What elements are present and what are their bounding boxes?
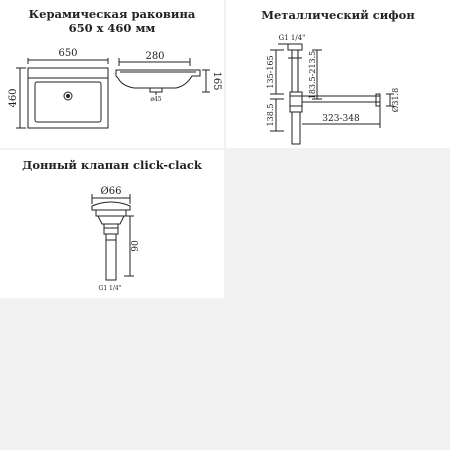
sink-dim-height: 165 bbox=[211, 71, 222, 91]
siphon-lower-pipe bbox=[292, 112, 300, 144]
siphon-dim-mid: 183.5-213.5 bbox=[308, 50, 317, 100]
sink-title-line2: 650 х 460 мм bbox=[68, 21, 156, 35]
valve-drawing bbox=[0, 150, 224, 298]
siphon-dim-length: 323-348 bbox=[322, 114, 360, 124]
sink-card bbox=[0, 0, 224, 148]
valve-body-cone bbox=[98, 216, 124, 224]
siphon-card bbox=[226, 0, 450, 148]
valve-dim-height: 90 bbox=[131, 240, 141, 252]
valve-dim-diameter: Ø66 bbox=[100, 186, 122, 197]
valve-cap bbox=[92, 202, 130, 210]
valve-body-top bbox=[96, 210, 126, 216]
valve-card bbox=[0, 150, 224, 298]
sink-dim-depth: 460 bbox=[8, 88, 19, 108]
siphon-bottle bbox=[290, 92, 302, 112]
sink-dim-inner: 280 bbox=[145, 51, 165, 62]
siphon-dim-pipe: Ø31.8 bbox=[391, 87, 400, 113]
sink-bowl bbox=[35, 82, 101, 122]
sink-drawing bbox=[0, 0, 224, 148]
siphon-thread: G1 1/4" bbox=[278, 34, 306, 42]
sink-side-profile bbox=[116, 70, 200, 88]
sink-drain-stub bbox=[150, 88, 162, 92]
siphon-dim-upper: 135-165 bbox=[266, 55, 275, 89]
valve-title: Донный клапан click-clack bbox=[22, 158, 202, 172]
sink-title-line1: Керамическая раковина bbox=[28, 7, 196, 21]
siphon-dim-lower: 138.5 bbox=[266, 103, 275, 127]
siphon-drawing bbox=[226, 0, 450, 148]
siphon-title: Металлический сифон bbox=[261, 8, 415, 22]
sink-dim-width: 650 bbox=[58, 48, 78, 59]
valve-stem bbox=[106, 234, 116, 280]
valve-thread: G1 1/4" bbox=[98, 285, 122, 292]
sink-dim-hole: ø45 bbox=[150, 96, 162, 103]
siphon-upper-pipe bbox=[292, 50, 298, 92]
siphon-top-cap bbox=[288, 44, 302, 50]
